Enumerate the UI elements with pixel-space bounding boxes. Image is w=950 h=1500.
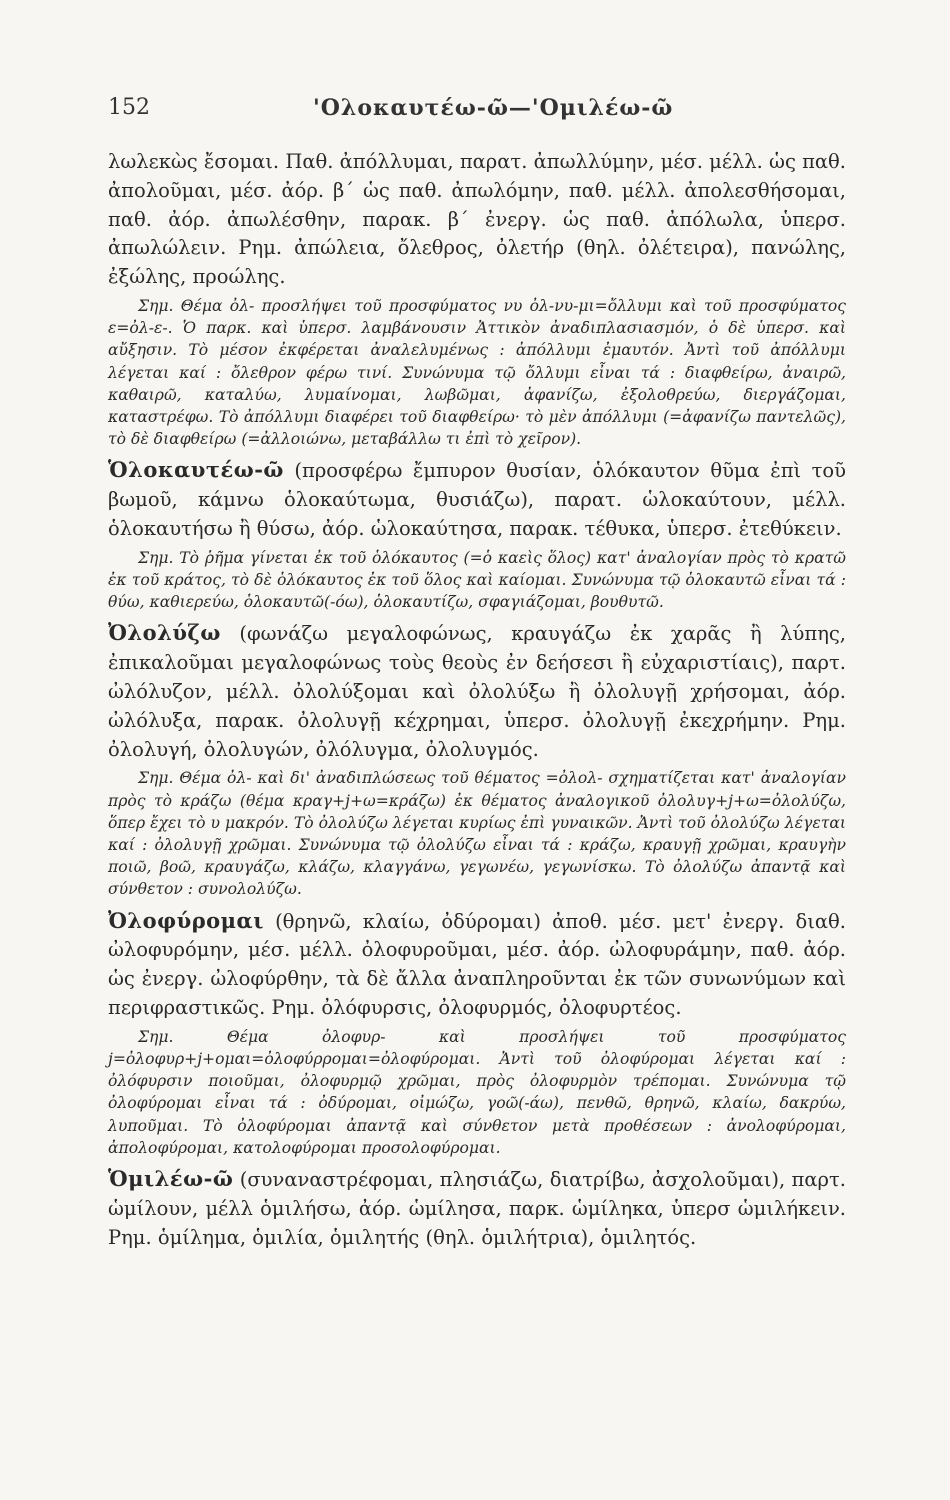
entry-headword: Ὁλοκαυτέω-ῶ [108, 457, 284, 483]
entry-headword: Ὀλοφύρομαι [108, 907, 264, 933]
page-header [108, 95, 843, 131]
dictionary-entry [108, 619, 846, 764]
running-head: 'Ολοκαυτέω-ῶ—'Ομιλέω-ῶ [313, 95, 674, 121]
entry-text: (συναναστρέφομαι, πλησιάζω, διατρίβω, ἀσχολοῦμαι), παρτ. ὡμίλουν, μέλλ ὁμιλήσω, ἀόρ. ὡμίλησα, παρκ. ὡμίληκα, ὑπερσ ὡμιλήκειν. Ρημ. ὁμίλημα, ὁμιλία, ὁμιλητής (θηλ. ὁμιλήτρια), ὁμιλητός. [108, 1168, 846, 1249]
entry-text: (φωνάζω μεγαλοφώνως, κραυγάζω ἐκ χαρᾶς ἢ λύπης, ἐπικαλοῦμαι μεγαλοφώνως τοὺς θεοὺς ἐν δεήσεσι ἢ εὐχαριστίαις), παρτ. ὠλόλυζον, μέλλ. ὀλολύξομαι καὶ ὀλολύξω ἢ ὀλολυγῇ χρήσομαι, ἀόρ. ὠλόλυξα, παρακ. ὀλολυγῇ κέχρημαι, ὑπερσ. ὀλολυγῇ ἐκεχρήμην. Ρημ. ὀλολυγή, ὀλολυγών, ὀλόλυγμα, ὀλολυγμός. [108, 622, 846, 761]
grammar-note [108, 767, 846, 900]
entry-headword: Ὀλολύζω [108, 620, 221, 646]
entry-text: (θρηνῶ, κλαίω, ὀδύρομαι) ἀποθ. μέσ. μετ' ἐνεργ. διαθ. ὠλοφυρόμην, μέσ. μέλλ. ὀλοφυροῦμαι, μέσ. ἀόρ. ὠλοφυράμην, παθ. ἀόρ. ὡς ἐνεργ. ὠλοφύρθην, τὰ δὲ ἄλλα ἀναπληροῦνται ἐκ τῶν συνωνύμων καὶ περιφραστικῶς. Ρημ. ὀλόφυρσις, ὀλοφυρμός, ὀλοφυρτέος. [108, 909, 846, 1019]
continued-entry-text [108, 148, 846, 292]
dictionary-body [108, 148, 846, 1255]
dictionary-entry [108, 456, 846, 543]
dictionary-entry [108, 1165, 846, 1252]
entry-headword: Ὁμιλέω-ῶ [108, 1166, 234, 1192]
note-text: Σημ. Θέμα ὀλ- προσλήψει τοῦ προσφύματος νυ ὀλ-νυ-μι=ὄλλυμι καὶ τοῦ προσφύματος ε=ὀλ-ε-. Ὁ παρκ. καὶ ὑπερσ. λαμβάνουσιν Ἀττικὸν ἀναδιπλασιασμόν, ὁ δὲ ὑπερσ. καὶ αὔξησιν. Τὸ μέσον ἐκφέρεται ἀναλελυμένως : ἀπόλλυμι ἐμαυτόν. Ἀντὶ τοῦ ἀπόλλυμι λέγεται καί : ὄλεθρον φέρω τινί. Συνώνυμα τῷ ὄλλυμι εἶναι τά : διαφθείρω, ἀναιρῶ, καθαιρῶ, καταλύω, λυμαίνομαι, λωβῶμαι, ἀφανίζω, ἐξολοθρεύω, διεργάζομαι, καταστρέφω. Τὸ ἀπόλλυμι διαφέρει τοῦ διαφθείρω· τὸ μὲν ἀπόλλυμι (=ἀφανίζω παντελῶς), τὸ δὲ διαφθείρω (=ἀλλοιώνω, μεταβάλλω τι ἐπὶ τὸ χεῖρον). [108, 296, 846, 449]
note-text: Σημ. Θέμα ὀλοφυρ- καὶ προσλήψει τοῦ προσφύματος j=ὀλοφυρ+j+ομαι=ὀλοφύρρομαι=ὀλοφύρομαι. Ἀντὶ τοῦ ὀλοφύρομαι λέγεται καί : ὀλόφυρσιν ποιοῦμαι, ὀλοφυρμῷ χρῶμαι, πρὸς ὀλοφυρμὸν τρέπομαι. Συνώνυμα τῷ ὀλοφύρομαι εἶναι τά : ὀδύρομαι, οἰμώζω, γοῶ(-άω), πενθῶ, θρηνῶ, κλαίω, δακρύω, λυποῦμαι. Τὸ ὀλοφύρομαι ἀπαντᾷ καὶ σύνθετον μετὰ προθέσεων : ἀνολοφύρομαι, ἀπολοφύρομαι, κατολοφύρομαι προσολοφύρομαι. [108, 1027, 846, 1157]
grammar-note [108, 1026, 846, 1159]
entry-text: (προσφέρω ἔμπυρον θυσίαν, ὁλόκαυτον θῦμα ἐπὶ τοῦ βωμοῦ, κάμνω ὁλοκαύτωμα, θυσιάζω), παρατ. ὡλοκαύτουν, μέλλ. ὁλοκαυτήσω ἢ θύσω, ἀόρ. ὡλοκαύτησα, παρακ. τέθυκα, ὑπερσ. ἐτεθύκειν. [108, 459, 846, 540]
page-number: 152 [108, 95, 150, 120]
grammar-note [108, 295, 846, 450]
note-text: Σημ. Θέμα ὀλ- καὶ δι' ἀναδιπλώσεως τοῦ θέματος =ὀλολ- σχηματίζεται κατ' ἀναλογίαν πρὸς τὸ κράζω (θέμα κραγ+j+ω=κράζω) ἐκ θέματος ἀναλογικοῦ ὀλολυγ+j+ω=ὀλολύζω, ὅπερ ἔχει τὸ υ μακρόν. Τὸ ὀλολύζω λέγεται κυρίως ἐπὶ γυναικῶν. Ἀντὶ τοῦ ὀλολύζω λέγεται καί : ὀλολυγῇ χρῶμαι. Συνώνυμα τῷ ὀλολύζω εἶναι τά : κράζω, κραυγῇ χρῶμαι, κραυγὴν ποιῶ, βοῶ, κραυγάζω, κλάζω, κλαγγάνω, γεγωνέω, γεγωνίσκω. Τὸ ὀλολύζω ἀπαντᾷ καὶ σύνθετον : συνολολύζω. [108, 769, 846, 899]
dictionary-entry [108, 907, 846, 1023]
note-text: Σημ. Τὸ ῥῆμα γίνεται ἐκ τοῦ ὁλόκαυτος (=ὁ καεὶς ὅλος) κατ' ἀναλογίαν πρὸς τὸ κρατῶ ἐκ τοῦ κράτος, τὸ δὲ ὁλόκαυτος ἐκ τοῦ ὅλος καὶ καίομαι. Συνώνυμα τῷ ὁλοκαυτῶ εἶναι τά : θύω, καθιερεύω, ὁλοκαυτῶ(-όω), ὁλοκαυτίζω, σφαγιάζομαι, βουθυτῶ. [108, 548, 846, 612]
entry-text: λωλεκὼς ἔσομαι. Παθ. ἀπόλλυμαι, παρατ. ἀπωλλύμην, μέσ. μέλλ. ὡς παθ. ἀπολοῦμαι, μέσ. ἀόρ. β΄ ὡς παθ. ἀπωλόμην, παθ. μέλλ. ἀπολεσθήσομαι, παθ. ἀόρ. ἀπωλέσθην, παρακ. β΄ ἐνεργ. ὡς παθ. ἀπόλωλα, ὑπερσ. ἀπωλώλειν. Ρημ. ἀπώλεια, ὄλεθρος, ὀλετήρ (θηλ. ὀλέτειρα), πανώλης, ἐξώλης, προώλης. [108, 150, 847, 289]
grammar-note [108, 547, 846, 614]
